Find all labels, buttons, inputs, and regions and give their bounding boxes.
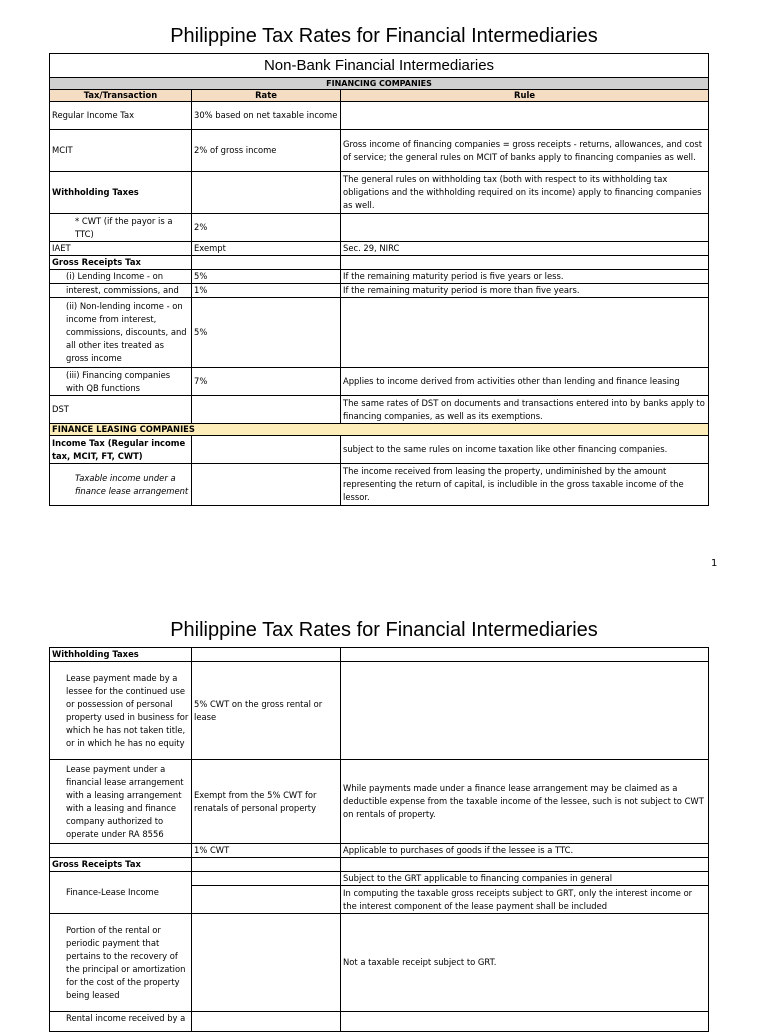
finance-leasing-title: FINANCE LEASING COMPANIES [50, 424, 709, 436]
tax-cell: Lease payment under a financial lease arrangement with a leasing arrangement with a leasing and finance company authorized to operate under RA 8556 [50, 760, 192, 844]
section-title: Non-Bank Financial Intermediaries [50, 54, 709, 78]
table-row [50, 172, 709, 214]
table-row [50, 270, 709, 284]
rule-cell: In computing the taxable gross receipts subject to GRT, only the interest income or the interest component of the lease payment shall be included [341, 886, 709, 914]
rule-cell: subject to the same rules on income taxation like other financing companies. [341, 436, 709, 464]
rule-cell: The general rules on withholding tax (both with respect to its withholding tax obligations and the withholding required on its income) apply to financing companies as well. [341, 172, 709, 214]
rule-cell [341, 662, 709, 760]
table-row [50, 242, 709, 256]
page-number: 1 [711, 558, 718, 569]
table-row [50, 464, 709, 506]
rule-cell: Applicable to purchases of goods if the lessee is a TTC. [341, 844, 709, 858]
page-2 [0, 594, 768, 1023]
header-tax: Tax/Transaction [50, 90, 192, 102]
rate-cell [192, 396, 341, 424]
rule-cell [341, 102, 709, 130]
rate-cell: 2% of gross income [192, 130, 341, 172]
table-row [50, 872, 709, 886]
rate-cell: Exempt [192, 242, 341, 256]
rule-cell [341, 214, 709, 242]
tax-cell: Gross Receipts Tax [50, 256, 192, 270]
page-title: Philippine Tax Rates for Financial Intermediaries [170, 25, 598, 47]
table-row [50, 1012, 709, 1032]
rule-cell: Not a taxable receipt subject to GRT. [341, 914, 709, 1012]
rate-cell [192, 1012, 341, 1032]
rate-cell [192, 172, 341, 214]
rate-cell [192, 436, 341, 464]
rule-cell: While payments made under a finance lease arrangement may be claimed as a deductible expense from the taxable income of the lessee, such is not subject to CWT on rentals of property. [341, 760, 709, 844]
table-row [50, 914, 709, 1012]
tax-cell: Withholding Taxes [50, 172, 192, 214]
rule-cell: Applies to income derived from activities other than lending and finance leasing [341, 368, 709, 396]
tax-cell: (i) Lending Income - on [50, 270, 192, 284]
rate-cell: 1% [192, 284, 341, 298]
rate-cell: 1% CWT [192, 844, 341, 858]
tax-cell: Rental income received by a [50, 1012, 192, 1032]
table-row [50, 368, 709, 396]
tax-cell: Finance-Lease Income [50, 872, 192, 914]
subsection-title: FINANCING COMPANIES [50, 78, 709, 90]
tax-table-financing [49, 53, 709, 506]
rule-cell: If the remaining maturity period is five years or less. [341, 270, 709, 284]
table-row [50, 298, 709, 368]
rate-cell [192, 914, 341, 1012]
tax-table-leasing [49, 647, 709, 1032]
tax-cell: (ii) Non-lending income - on income from interest, commissions, discounts, and all other ites treated as gross income [50, 298, 192, 368]
tax-cell: Portion of the rental or periodic payment that pertains to the recovery of the principal or amortization for the cost of the property being leased [50, 914, 192, 1012]
rate-cell [192, 464, 341, 506]
table-row [50, 858, 709, 872]
table-row [50, 130, 709, 172]
table-row [50, 256, 709, 270]
tax-cell: Income Tax (Regular income tax, MCIT, FT, CWT) [50, 436, 192, 464]
tax-cell: (iii) Financing companies with QB functions [50, 368, 192, 396]
tax-cell: Lease payment made by a lessee for the continued use or possession of personal property used in business for which he has not taken title, or in which he has no equity [50, 662, 192, 760]
table-row [50, 844, 709, 858]
rule-cell: The same rates of DST on documents and transactions entered into by banks apply to financing companies, as well as its exemptions. [341, 396, 709, 424]
rate-cell: 30% based on net taxable income [192, 102, 341, 130]
table-row [50, 396, 709, 424]
tax-cell: * CWT (if the payor is a TTC) [50, 214, 192, 242]
rule-cell [341, 256, 709, 270]
table-row [50, 214, 709, 242]
column-headers [50, 90, 709, 102]
tax-cell [50, 844, 192, 858]
rate-cell: 5% [192, 298, 341, 368]
rule-cell: The income received from leasing the property, undiminished by the amount representing the return of capital, is includible in the gross taxable income of the lessor. [341, 464, 709, 506]
rate-cell: 5% [192, 270, 341, 284]
table-row [50, 648, 709, 662]
rule-cell: Sec. 29, NIRC [341, 242, 709, 256]
header-rule: Rule [341, 90, 709, 102]
tax-cell: IAET [50, 242, 192, 256]
rate-cell [192, 256, 341, 270]
section-label: Gross Receipts Tax [50, 858, 192, 872]
rate-cell: Exempt from the 5% CWT for renatals of personal property [192, 760, 341, 844]
table-row [50, 760, 709, 844]
rate-cell: 7% [192, 368, 341, 396]
tax-cell: interest, commissions, and [50, 284, 192, 298]
header-rate: Rate [192, 90, 341, 102]
rate-cell: 2% [192, 214, 341, 242]
section-label: Withholding Taxes [50, 648, 192, 662]
table-row [50, 284, 709, 298]
rule-cell: If the remaining maturity period is more than five years. [341, 284, 709, 298]
table-row [50, 436, 709, 464]
rule-cell [341, 1012, 709, 1032]
rule-cell [341, 298, 709, 368]
tax-cell: Regular Income Tax [50, 102, 192, 130]
tax-cell: DST [50, 396, 192, 424]
table-row [50, 662, 709, 760]
tax-cell: Taxable income under a finance lease arrangement [50, 464, 192, 506]
rate-cell: 5% CWT on the gross rental or lease [192, 662, 341, 760]
tax-cell: MCIT [50, 130, 192, 172]
table-row [50, 102, 709, 130]
rule-cell: Gross income of financing companies = gross receipts - returns, allowances, and cost of service; the general rules on MCIT of banks apply to financing companies as well. [341, 130, 709, 172]
rule-cell: Subject to the GRT applicable to financing companies in general [341, 872, 709, 886]
page-title: Philippine Tax Rates for Financial Intermediaries [170, 619, 598, 641]
